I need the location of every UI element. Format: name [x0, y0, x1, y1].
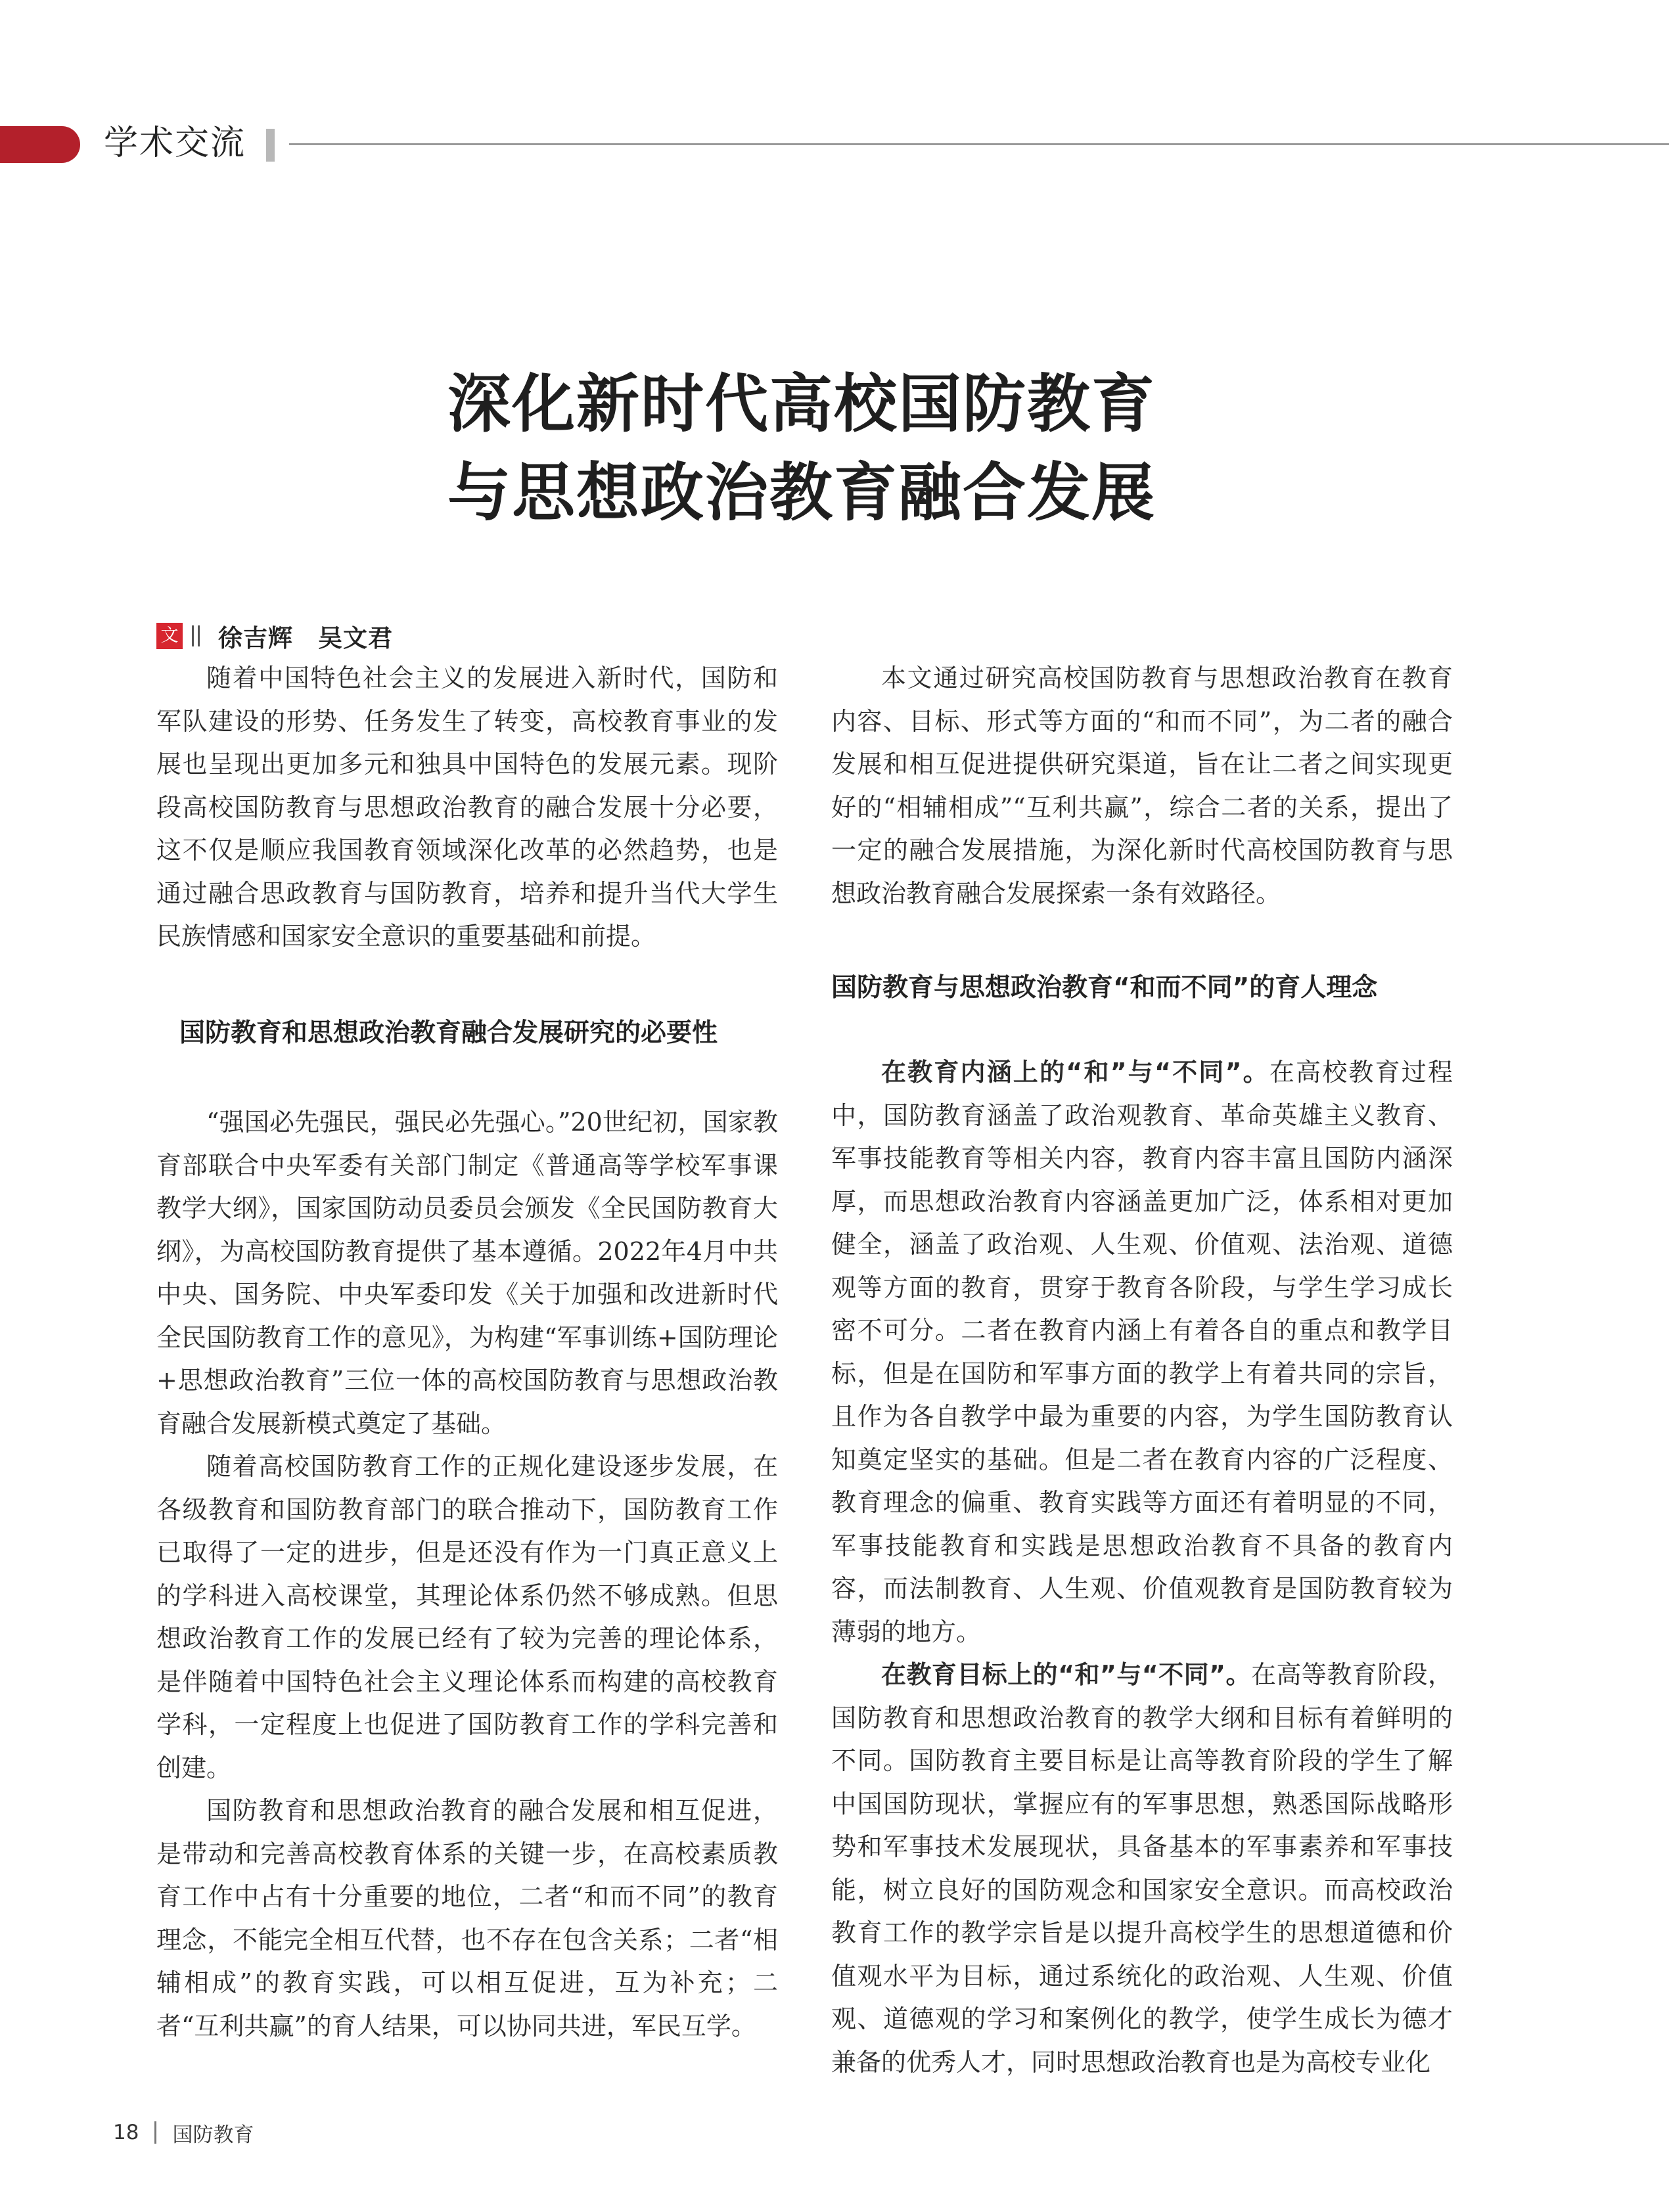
section-title: 学术交流: [104, 124, 246, 163]
header-rule: [289, 143, 1669, 145]
right-paragraph-1: 本文通过研究高校国防教育与思想政治教育在教育内容、目标、形式等方面的“和而不同”，为二者的融合发展和相互促进提供研究渠道，旨在让二者之间实现更好的“相辅相成”“互利共赢”，综合二者的关系，提出了一定的融合发展措施，为深化新时代高校国防教育与思想政治教育融合发展探索一条有效路径。: [831, 664, 1453, 908]
right-paragraph-2-lead: 在教育内涵上的“和”与“不同”。: [881, 1058, 1269, 1087]
right-paragraph-2: [831, 1051, 1453, 1654]
journal-name: 国防教育: [172, 2123, 254, 2147]
authors: 徐吉辉 吴文君: [218, 624, 393, 652]
right-column: [831, 657, 1453, 915]
right-paragraph-3-body: 在高等教育阶段，国防教育和思想政治教育的教学大纲和目标有着鲜明的不同。国防教育主要目标是让高等教育阶段的学生了解中国国防现状，掌握应有的军事思想，熟悉国际战略形势和军事技术发展现状，具备基本的军事素养和军事技能，树立良好的国防观念和国家安全意识。而高校政治教育工作的教学宗旨是以提升高校学生的思想道德和价值观水平为目标，通过系统化的政治观、人生观、价值观、道德观的学习和案例化的教学，使学生成长为德才兼备的优秀人才，同时思想政治教育也是为高校专业化: [831, 1660, 1453, 2077]
left-paragraph-3: 随着高校国防教育工作的正规化建设逐步发展，在各级教育和国防教育部门的联合推动下，国防教育工作已取得了一定的进步，但是还没有作为一门真正意义上的学科进入高校课堂，其理论体系仍然不够成熟。但思想政治教育工作的发展已经有了较为完善的理论体系，是伴随着中国特色社会主义理论体系而构建的高校教育学科，一定程度上也促进了国防教育工作的学科完善和创建。: [156, 1452, 778, 1782]
left-heading-block: [156, 1012, 778, 1049]
page-footer: [113, 2119, 254, 2146]
right-paragraph-3-lead: 在教育目标上的“和”与“不同”。: [881, 1660, 1251, 1689]
section-tab-marker: [0, 126, 80, 163]
page-number: 18: [113, 2121, 139, 2144]
left-section-heading: 国防教育和思想政治教育融合发展研究的必要性: [179, 1018, 718, 1048]
right-paragraph-2-body: 在高校教育过程中，国防教育涵盖了政治观教育、革命英雄主义教育、军事技能教育等相关内容，教育内容丰富且国防内涵深厚，而思想政治教育内容涵盖更加广泛，体系相对更加健全，涵盖了政治观、人生观、价值观、法治观、道德观等方面的教育，贯穿于教育各阶段，与学生学习成长密不可分。二者在教育内涵上有着各自的重点和教学目标，但是在国防和军事方面的教学上有着共同的宗旨，且作为各自教学中最为重要的内容，为学生国防教育认知奠定坚实的基础。但是二者在教育内容的广泛程度、教育理念的偏重、教育实践等方面还有着明显的不同，军事技能教育和实践是思想政治教育不具备的教育内容，而法制教育、人生观、价值观教育是国防教育较为薄弱的地方。: [831, 1058, 1453, 1646]
left-paragraph-4: 国防教育和思想政治教育的融合发展和相互促进，是带动和完善高校教育体系的关键一步，在高校素质教育工作中占有十分重要的地位，二者“和而不同”的教育理念，不能完全相互代替，也不存在包含关系；二者“相辅相成”的教育实践，可以相互促进，互为补充；二者“互利共赢”的育人结果，可以协同共进，军民互学。: [156, 1796, 778, 2041]
right-column-body: [831, 1051, 1453, 2084]
article-title-line-1: 深化新时代高校国防教育: [447, 367, 1156, 441]
footer-separator: [154, 2121, 156, 2144]
article-title: [0, 360, 1603, 537]
byline-mark-icon: 文: [156, 623, 183, 649]
left-paragraph-1: 随着中国特色社会主义的发展进入新时代，国防和军队建设的形势、任务发生了转变，高校教育事业的发展也呈现出更加多元和独具中国特色的发展元素。现阶段高校国防教育与思想政治教育的融合发展十分必要，这不仅是顺应我国教育领域深化改革的必然趋势，也是通过融合思政教育与国防教育，培养和提升当代大学生民族情感和国家安全意识的重要基础和前提。: [156, 664, 778, 951]
article-title-line-2: 与思想政治教育融合发展: [447, 456, 1156, 530]
left-column: [156, 657, 778, 959]
right-paragraph-3: [831, 1654, 1453, 2084]
byline-separator: [192, 625, 200, 646]
left-column-body: [156, 1101, 778, 2048]
right-section-heading: 国防教育与思想政治教育“和而不同”的育人理念: [831, 973, 1378, 1003]
left-paragraph-2: “强国必先强民，强民必先强心。”20世纪初，国家教育部联合中央军委有关部门制定《普通高等学校军事课教学大纲》，国家国防动员委员会颁发《全民国防教育大纲》，为高校国防教育提供了基本遵循。2022年4月中共中央、国务院、中央军委印发《关于加强和改进新时代全民国防教育工作的意见》，为构建“军事训练+国防理论+思想政治教育”三位一体的高校国防教育与思想政治教育融合发展新模式奠定了基础。: [156, 1108, 778, 1438]
right-heading-block: [831, 967, 1453, 1004]
section-divider-bar: [266, 129, 275, 162]
byline: [156, 621, 393, 650]
